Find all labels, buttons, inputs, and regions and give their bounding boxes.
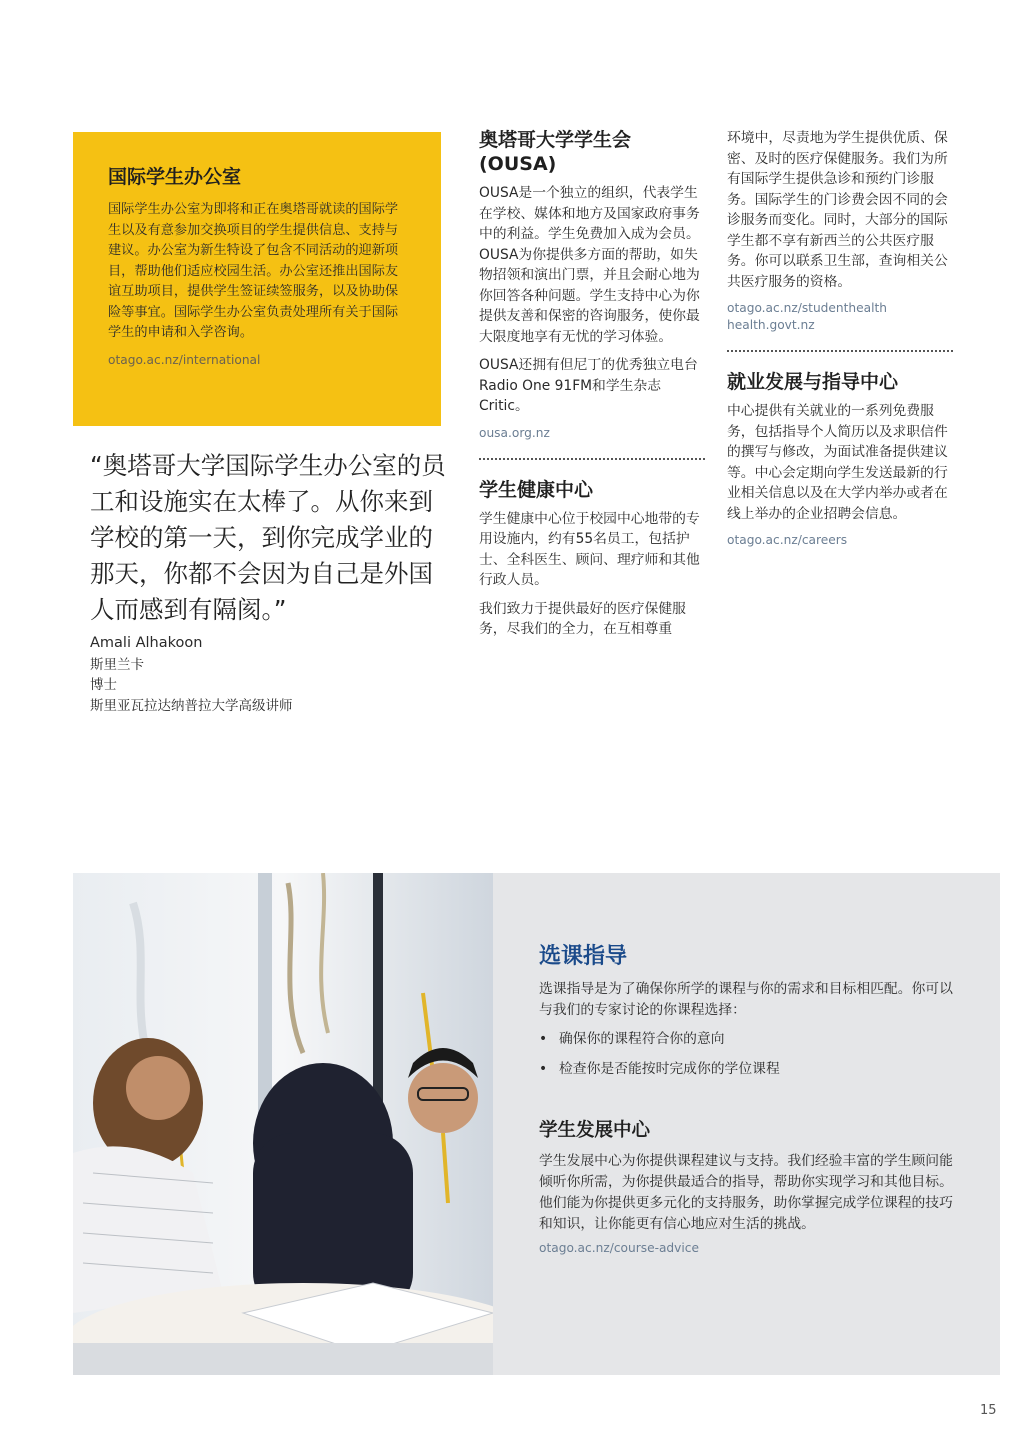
course-advice-panel [493,873,1000,1375]
quote-author-name: Amali Alhakoon [90,635,203,651]
ousa-link[interactable]: ousa.org.nz [479,425,550,440]
international-office-title: 国际学生办公室 [108,166,242,188]
student-development-body: 学生发展中心为你提供课程建议与支持。我们经验丰富的学生顾问能倾听你所需，为你提供最适合的指导，帮助你实现学习和其他目标。他们能为你提供更多元化的支持服务，助你掌握完成学位课程的技巧和知识，让你能更有信心地应对生活的挑战。 [539,1153,953,1232]
list-item: • 确保你的课程符合你的意向 [539,1029,966,1050]
column-ousa-health [479,128,705,648]
course-advice-link[interactable]: otago.ac.nz/course-advice [539,1241,699,1255]
ousa-title: 奥塔哥大学学生会(OUSA) [479,129,632,175]
careers-link[interactable]: otago.ac.nz/careers [727,533,848,547]
health-link-govt[interactable]: health.govt.nz [727,318,815,332]
course-advice-intro: 选课指导是为了确保你所学的课程与你的需求和目标相匹配。你可以与我们的专家讨论的你课程选择： [539,981,953,1018]
students-photo-illustration [73,873,493,1375]
quote-author-role: 斯里亚瓦拉达纳普拉大学高级讲师 [90,697,293,714]
health-body-3: 环境中，尽责地为学生提供优质、保密、及时的医疗保健服务。我们为所有国际学生提供急诊和预约门诊服务。国际学生的门诊费会因不同的会诊服务而变化。同时，大部分的国际学生都不享有新西兰的公共医疗服务。你可以联系卫生部，查询相关公共医疗服务的资格。 [727,130,948,290]
course-advice-title: 选课指导 [539,944,628,969]
health-body-1: 学生健康中心位于校园中心地带的专用设施内，约有55名员工，包括护士、全科医生、顾问、理疗师和其他行政人员。 [479,510,700,588]
dotted-divider [727,350,953,352]
column-health-careers [727,128,953,548]
health-link-studenthealth[interactable]: otago.ac.nz/studenthealth [727,301,887,315]
quote-attribution [90,633,450,716]
international-office-link[interactable]: otago.ac.nz/international [108,352,261,367]
dotted-divider [479,458,705,460]
careers-title: 就业发展与指导中心 [727,371,899,393]
international-office-body: 国际学生办公室为即将和正在奥塔哥就读的国际学生以及有意参加交换项目的学生提供信息、支持与建议。办公室为新生特设了包含不同活动的迎新项目，帮助他们适应校园生活。办公室还推出国际友谊互助项目，提供学生签证续签服务，以及协助保险等事宜。国际学生办公室负责处理所有关于国际学生的申请和入学咨询。 [108,202,399,340]
careers-body: 中心提供有关就业的一系列免费服务，包括指导个人简历以及求职信件的撰写与修改，为面试准备提供建议等。中心会定期向学生发送最新的行业相关信息以及在大学内举办或者在线上举办的企业招聘会信息。 [727,403,948,522]
student-quote: “奥塔哥大学国际学生办公室的员工和设施实在太棒了。从你来到学校的第一天，到你完成学业的那天，你都不会因为自己是外国人而感到有隔阂。” [90,451,446,624]
quote-author-country: 斯里兰卡 [90,656,144,673]
student-development-title: 学生发展中心 [539,1120,651,1141]
course-advice-list [539,1029,966,1080]
page-number: 15 [980,1403,997,1418]
ousa-body-1: OUSA是一个独立的组织，代表学生在学校、媒体和地方及国家政府事务中的利益。学生免费加入成为会员。OUSA为你提供多方面的帮助，如失物招领和演出门票，并且会耐心地为你回答各种问题。学生支持中心为你提供友善和保密的咨询服务，使你最大限度地享有无忧的学习体验。 [479,185,700,345]
health-body-2: 我们致力于提供最好的医疗保健服务，尽我们的全力，在互相尊重 [479,600,686,637]
students-photo [73,873,493,1375]
international-office-box [73,132,441,426]
health-title: 学生健康中心 [479,478,594,501]
quote-author-degree: 博士 [90,677,117,693]
list-item: • 检查你是否能按时完成你的学位课程 [539,1059,966,1080]
ousa-body-2: OUSA还拥有但尼丁的优秀独立电台Radio One 91FM和学生杂志Critic。 [479,357,698,414]
